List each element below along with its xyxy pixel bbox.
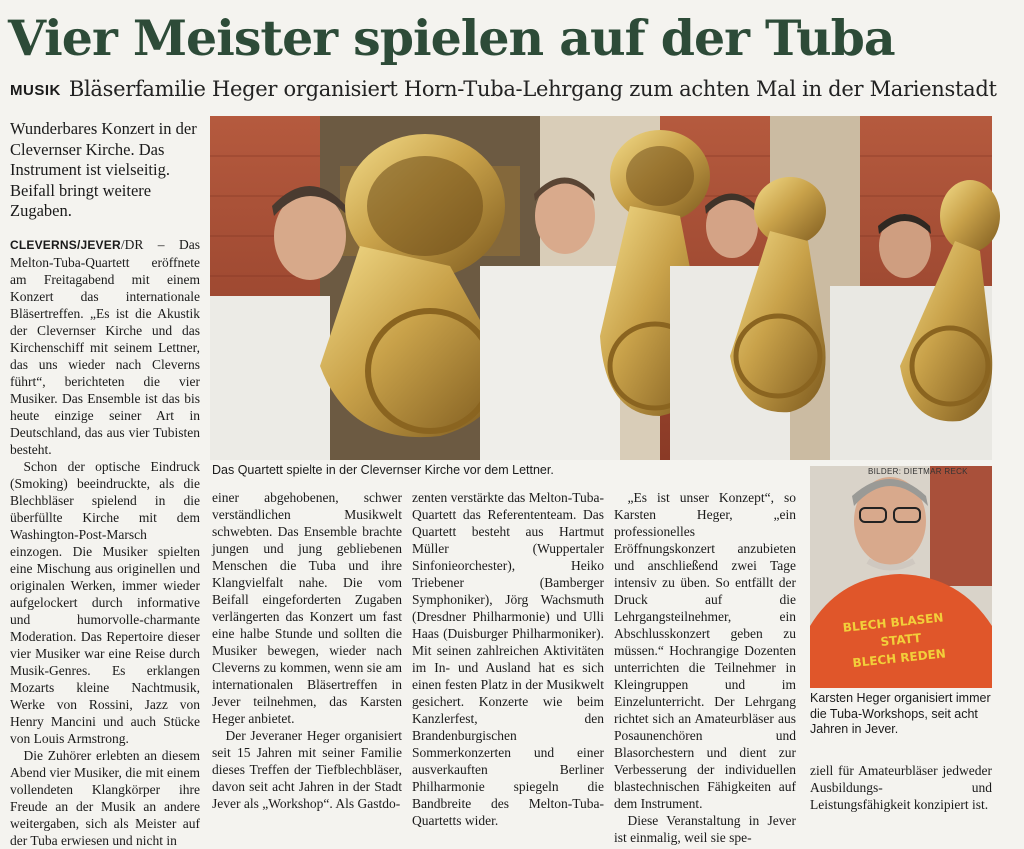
article-column-4	[614, 489, 796, 845]
portrait-photo	[810, 466, 992, 688]
shirt-text-3: BLECH REDEN	[851, 646, 947, 671]
subline	[10, 76, 1020, 105]
article-paragraph: Der Jeveraner Heger organisiert seit 15 Jahren mit seiner Familie dieses Treffen der Tiefblechbläser, davon seit acht Jahren in der Stadt Jever als „Workshop“. Als Gastdo-	[212, 728, 402, 811]
article-paragraph: ziell für Amateurbläser jedweder Ausbildungs- und Leistungsfähigkeit konzipiert ist.	[810, 763, 992, 812]
article-paragraph: Schon der optische Eindruck (Smoking) beeindruckte, als die Blechbläser spielend in die überfüllte Kirche mit dem Washington-Post-Marsch einzogen. Die Musiker spielten eine Mischung aus originellen und originalen Werken, immer wieder aufgelockert durch informative und humorvolle-charmante Moderation. Das Repertoire dieser vier Musiker war eine Reise durch Musik-Genres. Es erklangen Mozarts kleine Nachtmusik, Werke von Rossini, Jazz von Henry Mancini und auch Stücke von Louis Armstrong.	[10, 459, 200, 746]
photo-main-caption: Das Quartett spielte in der Clevernser Kirche vor dem Lettner.	[212, 463, 554, 477]
article-column-1	[10, 236, 200, 848]
photo-portrait-caption: Karsten Heger organisiert immer die Tuba-Workshops, seit acht Jahren in Jever.	[810, 691, 991, 736]
teaser: Wunderbares Konzert in der Clevernser Kirche. Das Instrument ist vielseitig. Beifall bringt weitere Zugaben.	[10, 119, 197, 220]
article-column-5	[810, 762, 992, 812]
dateline: CLEVERNS/JEVER	[10, 238, 121, 252]
quartet-photo	[210, 116, 992, 460]
article-column-3	[412, 489, 604, 828]
article-paragraph: Die Zuhörer erlebten an diesem Abend vier Musiker, die mit einem vollendeten Klangkörper ihre Freude an der Musik an andere weitergaben, sich als Meister auf der Tuba erwiesen und nicht in	[10, 748, 200, 848]
dateline-suffix: /DR –	[120, 237, 179, 252]
shirt-text-1: BLECH BLASEN	[842, 610, 945, 635]
article-paragraph: einer abgehobenen, schwer verständlichen Musikwelt schwebten. Das Ensemble brachte jungen und jung gebliebenen Menschen die Tuba und ihre Klangvielfalt nahe. Die vom Beifall eingeforderten Zugaben verlängerten das Konzert um fast eine halbe Stunde und sollten die Musiker bewegen, wieder nach Cleverns zu kommen, wenn sie am internationalen Bläsertreffen in Jever teilnehmen, das Karsten Heger anbietet.	[212, 490, 402, 726]
article-paragraph: Diese Veranstaltung in Jever ist einmalig, weil sie spe-	[614, 813, 796, 845]
photo-credit: BILDER: DIETMAR RECK	[868, 467, 968, 476]
subtitle: Bläserfamilie Heger organisiert Horn-Tuba-Lehrgang zum achten Mal in der Marienstadt	[68, 77, 997, 101]
kicker: MUSIK	[10, 82, 61, 99]
quartet-illustration	[210, 116, 992, 460]
article-paragraph	[10, 236, 200, 458]
article-column-2	[212, 489, 402, 811]
headline: Vier Meister spielen auf der Tuba	[8, 9, 895, 67]
article-paragraph: „Es ist unser Konzept“, so Karsten Heger, „ein professionelles Eröffnungskonzert anzubieten und anschließend zwei Tage intensiv zu üben. So entfällt der Druck auf die Lehrgangsteilnehmer, ein Abschlusskonzert geben zu müssen.“ Hochrangige Dozenten unterrichten die Teilnehmer in Kleingruppen und im Einzelunterricht. Der Lehrgang richtet sich an Amateurbläser aus Posaunenchören und Blasorchestern und dient zur Verbesserung der individuellen blastechnischen Fähigkeiten auf dem Instrument.	[614, 490, 796, 811]
portrait-illustration	[810, 466, 992, 688]
article-paragraph: zenten verstärkte das Melton-Tuba-Quartett das Referententeam. Das Quartett besteht aus Hartmut Müller (Wuppertaler Sinfonieorchester), Heiko Triebener (Bamberger Symphoniker), Jörg Wachsmuth (Dresdner Philharmonie) und Ulli Haas (Duisburger Philharmoniker). Mit seinen zahlreichen Aktivitäten im In- und Ausland hat es sich einen festen Platz in der Musikwelt gesichert. Konzerte wie beim Kanzlerfest, den Brandenburgischen Sommerkonzerten und einer ausverkauften Berliner Philharmonie spiegeln die Bandbreite des Melton-Tuba-Quartetts wider.	[412, 490, 604, 828]
shirt-text-2: STATT	[879, 630, 922, 650]
paragraph-text: Das Melton-Tuba-Quartett eröffnete am Freitagabend mit einem Konzert das internationale Bläsertreffen. „Es ist die Akustik der Clevernser Kirche und das Kirchenschiff mit seinem Lettner, das uns wieder nach Cleverns führt“, berichteten die vier Musiker. Das Ensemble ist das bis heute einzige seiner Art in Deutschland, das aus vier Tubisten besteht.	[10, 237, 200, 457]
